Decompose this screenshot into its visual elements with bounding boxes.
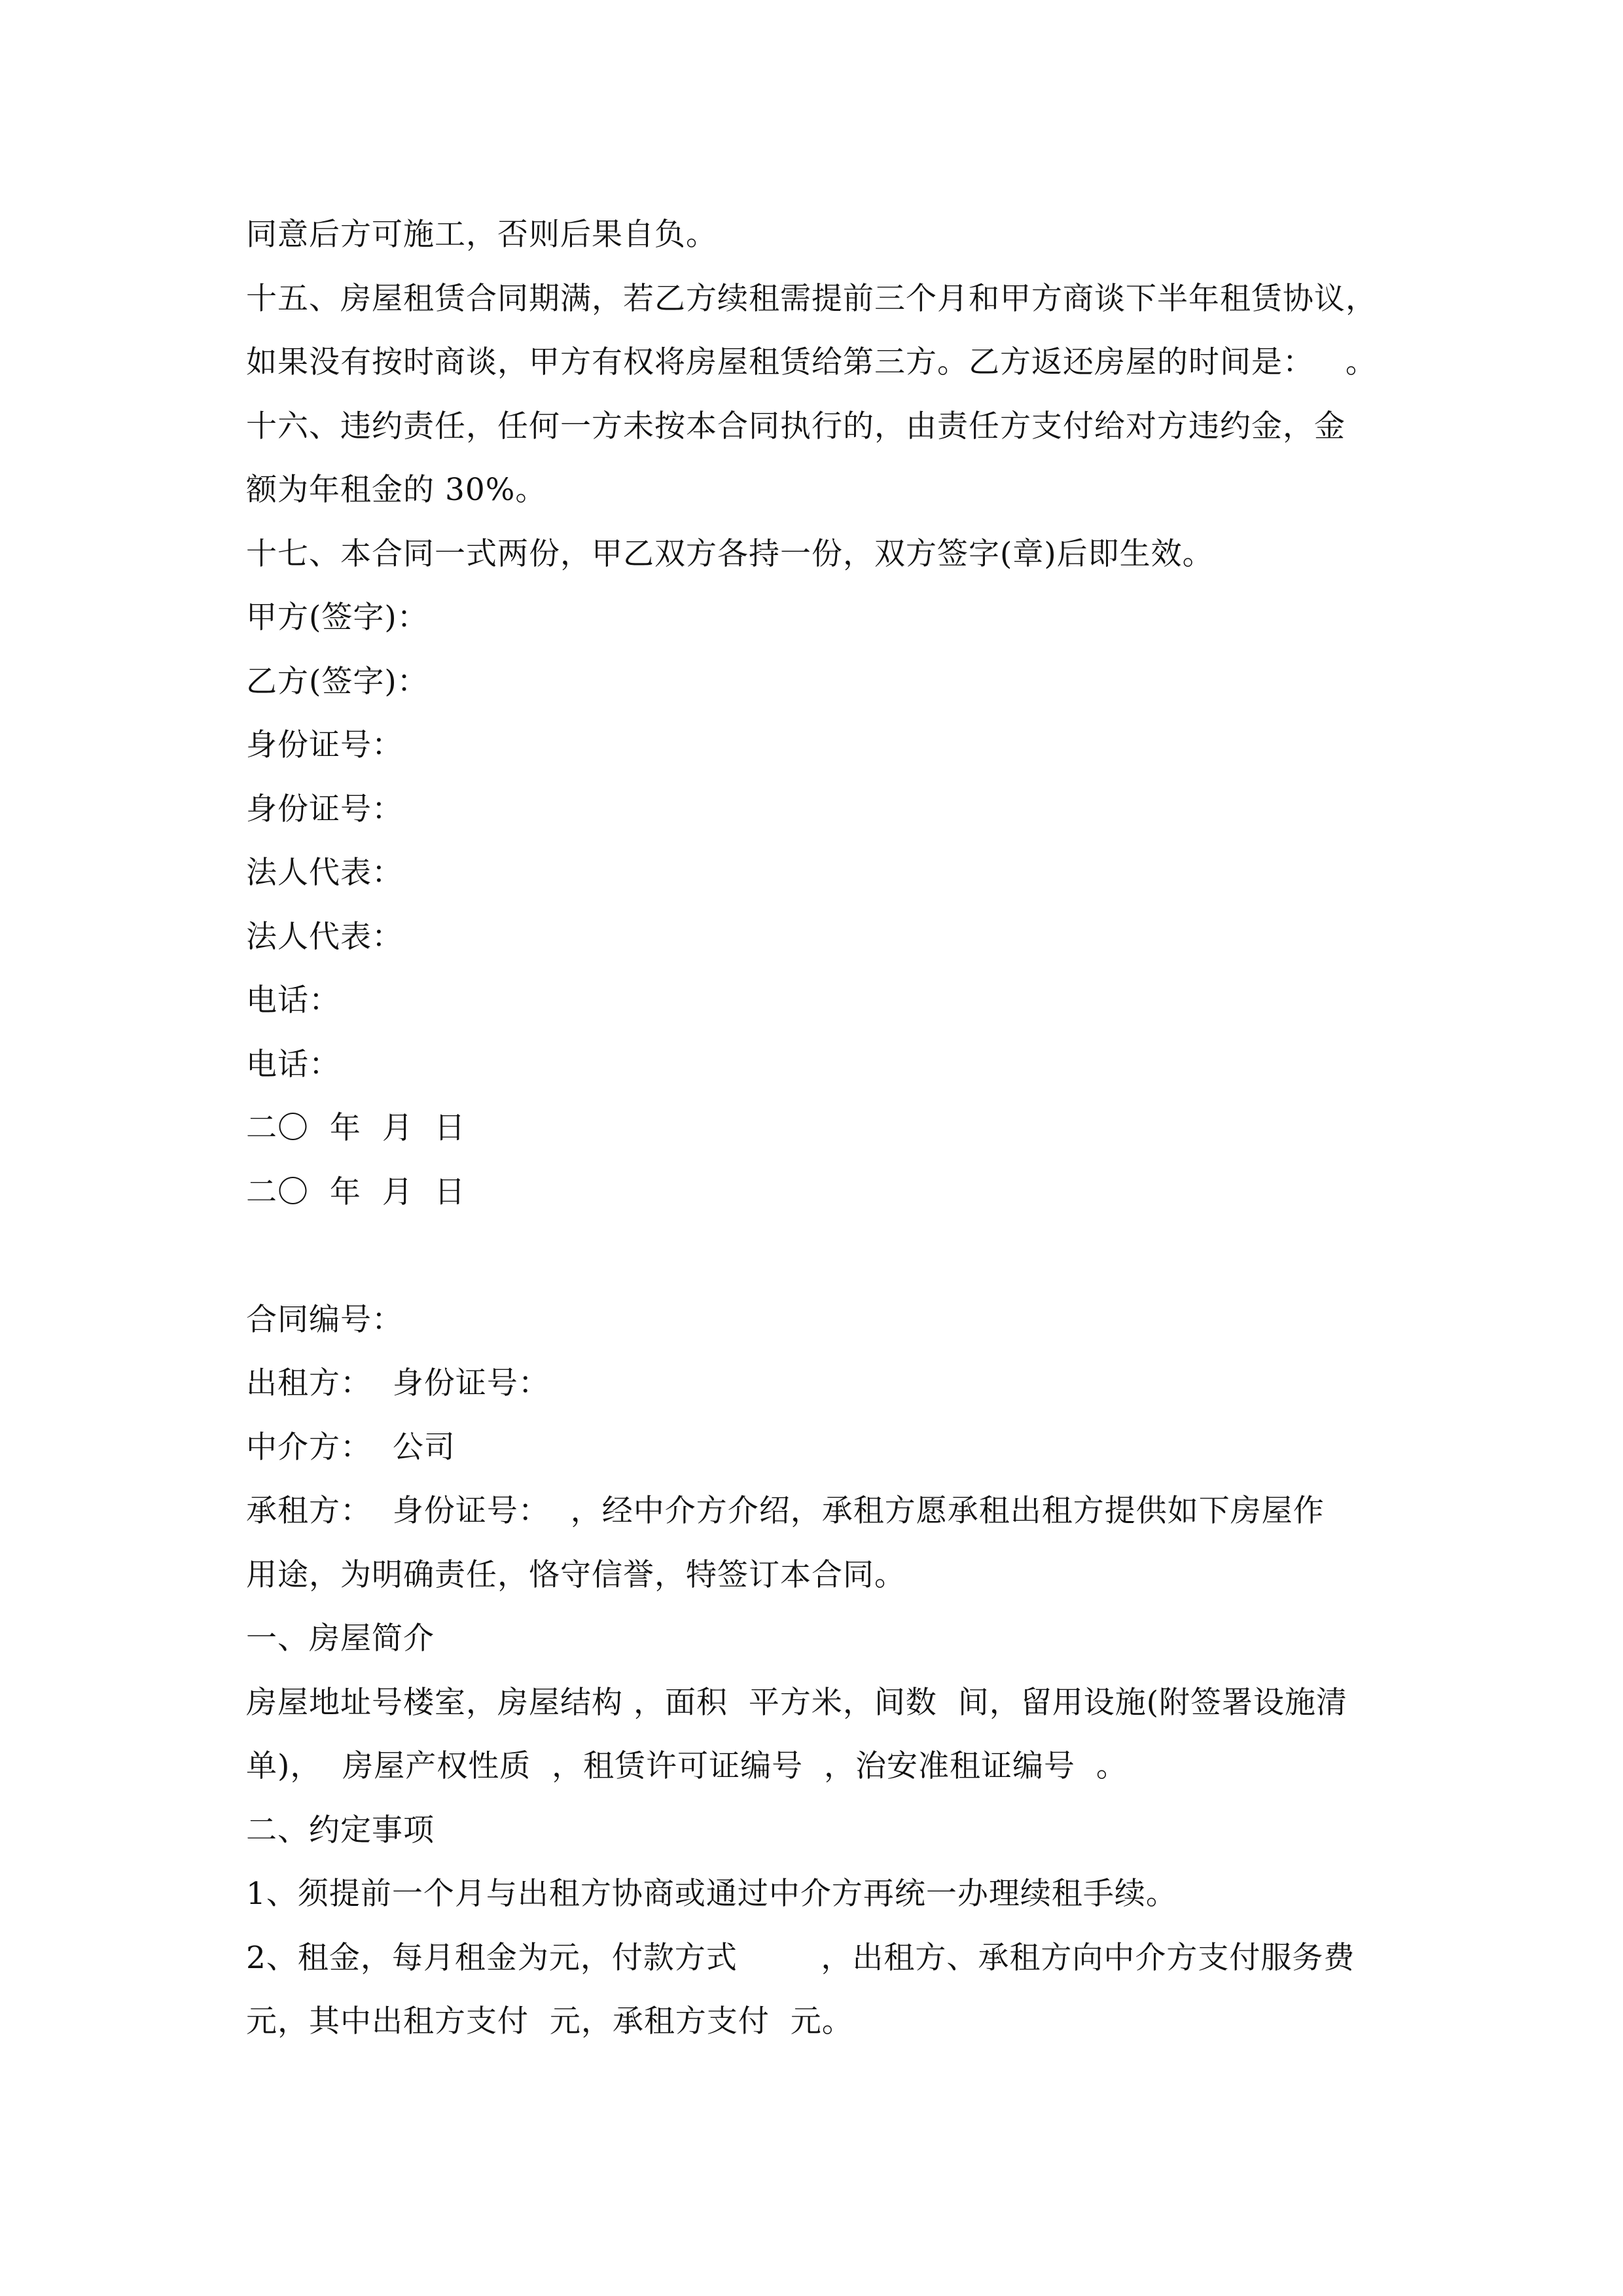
- signature-label: 甲方(签字)：: [246, 600, 429, 636]
- text-line: 额为年租金的 30%。: [246, 472, 547, 508]
- legal-rep-label: 法人代表：: [246, 918, 403, 955]
- lessee-line: 承租方： 身份证号： ，经中介方介绍，承租方愿承租出租方提供如下房屋作: [246, 1493, 1325, 1529]
- text-line: 1、须提前一个月与出租方协商或通过中介方再统一办理续租手续。: [246, 1876, 1177, 1912]
- contract-body: [246, 203, 1385, 2054]
- phone-label: 电话：: [246, 982, 340, 1018]
- lessor-line: 出租方： 身份证号：: [246, 1365, 550, 1401]
- legal-rep-label: 法人代表：: [246, 855, 403, 891]
- date-line: 二〇 年 月 日: [246, 1110, 466, 1146]
- text-line: 十五、房屋租赁合同期满，若乙方续租需提前三个月和甲方商谈下半年租赁协议，: [246, 280, 1377, 317]
- signature-label: 乙方(签字)：: [246, 663, 429, 700]
- id-number-label: 身份证号：: [246, 727, 403, 763]
- date-line: 二〇 年 月 日: [246, 1174, 466, 1210]
- phone-label: 电话：: [246, 1046, 340, 1083]
- contract-number-label: 合同编号：: [246, 1301, 403, 1338]
- text-line: 如果没有按时商谈，甲方有权将房屋租赁给第三方。乙方返还房屋的时间是： 。: [246, 344, 1377, 380]
- blank-line: [246, 1224, 1385, 1288]
- text-line: 同意后方可施工，否则后果自负。: [246, 217, 717, 253]
- agent-line: 中介方： 公司: [246, 1429, 455, 1465]
- text-line: 用途，为明确责任，恪守信誉，特签订本合同。: [246, 1556, 906, 1593]
- text-line: 十七、本合同一式两份，甲乙双方各持一份，双方签字(章)后即生效。: [246, 535, 1214, 572]
- section-heading: 一、房屋简介: [246, 1621, 435, 1657]
- text-line: 十六、违约责任，任何一方未按本合同执行的，由责任方支付给对方违约金，金: [246, 408, 1346, 444]
- section-heading: 二、约定事项: [246, 1812, 435, 1848]
- text-line: 单)， 房屋产权性质 ，租赁许可证编号 ，治安准租证编号 。: [246, 1748, 1128, 1784]
- text-line: 元，其中出租方支付 元，承租方支付 元。: [246, 2003, 853, 2039]
- text-line: 房屋地址号楼室，房屋结构 ，面积 平方米，间数 间，留用设施(附签署设施清: [246, 1684, 1348, 1721]
- text-line: 2、租金，每月租金为元，付款方式 ，出租方、承租方向中介方支付服务费: [246, 1939, 1355, 1976]
- id-number-label: 身份证号：: [246, 791, 403, 827]
